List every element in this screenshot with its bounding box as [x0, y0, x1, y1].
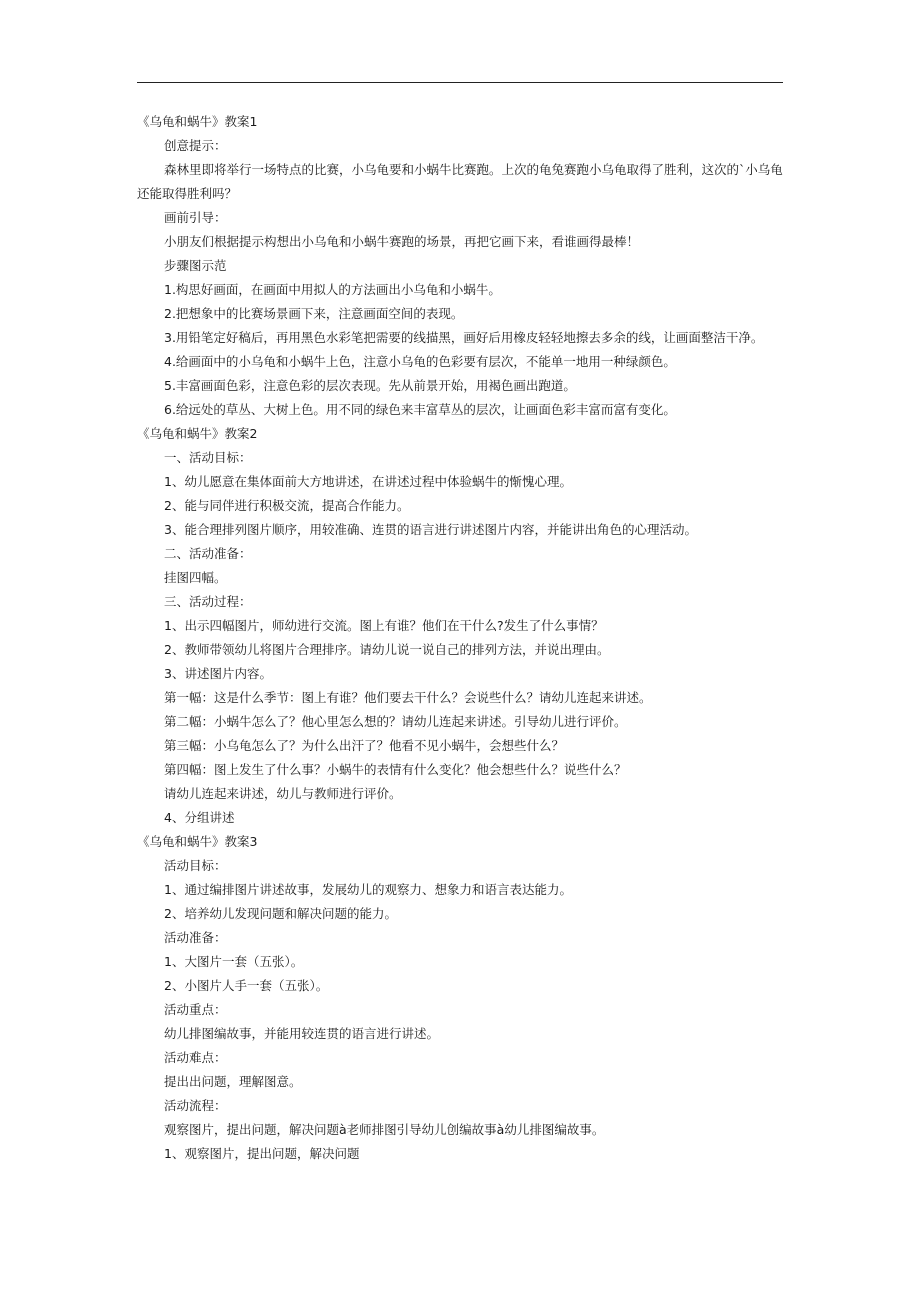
lesson1-steps-heading: 步骤图示范: [164, 258, 227, 273]
lesson2-process-item: 第三幅：小乌龟怎么了？为什么出汗了？他看不见小蜗牛，会想些什么？: [164, 738, 565, 753]
lesson2-goal: 2、能与同伴进行积极交流，提高合作能力。: [164, 498, 410, 513]
lesson1-title: 《乌龟和蜗牛》教案1: [137, 114, 258, 129]
lesson3-prep-heading: 活动准备：: [164, 930, 227, 945]
lesson2-process-heading: 三、活动过程：: [164, 594, 252, 609]
lesson1-tips-heading: 创意提示：: [164, 138, 227, 153]
lesson2-process-item: 请幼儿连起来讲述，幼儿与教师进行评价。: [164, 786, 402, 801]
lesson2-process-item: 4、分组讲述: [164, 810, 235, 825]
lesson1-guide-text: 小朋友们根据提示构想出小乌龟和小蜗牛赛跑的场景，再把它画下来，看谁画得最棒！: [164, 234, 640, 249]
lesson1-step: 4.给画面中的小乌龟和小蜗牛上色，注意小乌龟的色彩要有层次，不能单一地用一种绿颜色。: [164, 354, 676, 369]
lesson1-tips-line2: 还能取得胜利吗？: [137, 186, 238, 201]
lesson2-process-item: 2、教师带领幼儿将图片合理排序。请幼儿说一说自己的排列方法，并说出理由。: [164, 642, 610, 657]
lesson3-title: 《乌龟和蜗牛》教案3: [137, 834, 258, 849]
header-rule: [137, 82, 783, 83]
lesson1-step: 2.把想象中的比赛场景画下来，注意画面空间的表现。: [164, 306, 464, 321]
lesson2-goals-heading: 一、活动目标：: [164, 450, 252, 465]
lesson3-focus-heading: 活动重点：: [164, 1002, 227, 1017]
lesson3-goals-heading: 活动目标：: [164, 858, 227, 873]
lesson1-tips-line1: 森林里即将举行一场特点的比赛，小乌龟要和小蜗牛比赛跑。上次的龟兔赛跑小乌龟取得了胜利，这次的`小乌龟: [164, 162, 783, 177]
lesson1-step: 3.用铅笔定好稿后，再用黑色水彩笔把需要的线描黑，画好后用橡皮轻轻地擦去多余的线，让画面整洁干净。: [164, 330, 764, 345]
lesson3-prep-item: 1、大图片一套（五张）。: [164, 954, 304, 969]
lesson2-process-item: 第四幅：图上发生了什么事？小蜗牛的表情有什么变化？他会想些什么？说些什么？: [164, 762, 627, 777]
lesson3-flow-text: 观察图片，提出问题，解决问题à老师排图引导幼儿创编故事à幼儿排图编故事。: [164, 1122, 605, 1137]
lesson1-step: 1.构思好画面，在画面中用拟人的方法画出小乌龟和小蜗牛。: [164, 282, 501, 297]
lesson2-process-item: 第二幅：小蜗牛怎么了？他心里怎么想的？请幼儿连起来讲述。引导幼儿进行评价。: [164, 714, 627, 729]
lesson2-process-item: 3、讲述图片内容。: [164, 666, 272, 681]
lesson2-goal: 3、能合理排列图片顺序，用较准确、连贯的语言进行讲述图片内容，并能讲出角色的心理活动。: [164, 522, 697, 537]
lesson2-prep-text: 挂图四幅。: [164, 570, 227, 585]
lesson3-focus-text: 幼儿排图编故事，并能用较连贯的语言进行讲述。: [164, 1026, 440, 1041]
lesson3-difficulty-heading: 活动难点：: [164, 1050, 227, 1065]
lesson1-step: 5.丰富画面色彩，注意色彩的层次表现。先从前景开始，用褐色画出跑道。: [164, 378, 576, 393]
lesson3-prep-item: 2、小图片人手一套（五张）。: [164, 978, 329, 993]
lesson1-guide-heading: 画前引导：: [164, 210, 227, 225]
document-body: [137, 114, 797, 1170]
lesson3-difficulty-text: 提出出问题，理解图意。: [164, 1074, 302, 1089]
lesson3-goal: 1、通过编排图片讲述故事，发展幼儿的观察力、想象力和语言表达能力。: [164, 882, 572, 897]
lesson3-flow-step: 1、观察图片，提出问题，解决问题: [164, 1146, 360, 1161]
lesson1-tips-paragraph: [137, 162, 797, 202]
lesson2-process-item: 1、出示四幅图片，师幼进行交流。图上有谁？他们在干什么?发生了什么事情？: [164, 618, 604, 633]
lesson3-flow-heading: 活动流程：: [164, 1098, 227, 1113]
lesson1-step: 6.给远处的草丛、大树上色。用不同的绿色来丰富草丛的层次，让画面色彩丰富而富有变化。: [164, 402, 676, 417]
lesson2-goal: 1、幼儿愿意在集体面前大方地讲述，在讲述过程中体验蜗牛的惭愧心理。: [164, 474, 572, 489]
lesson3-goal: 2、培养幼儿发现问题和解决问题的能力。: [164, 906, 397, 921]
lesson2-title: 《乌龟和蜗牛》教案2: [137, 426, 258, 441]
lesson2-process-item: 第一幅：这是什么季节：图上有谁？他们要去干什么？会说些什么？请幼儿连起来讲述。: [164, 690, 652, 705]
lesson2-prep-heading: 二、活动准备：: [164, 546, 252, 561]
